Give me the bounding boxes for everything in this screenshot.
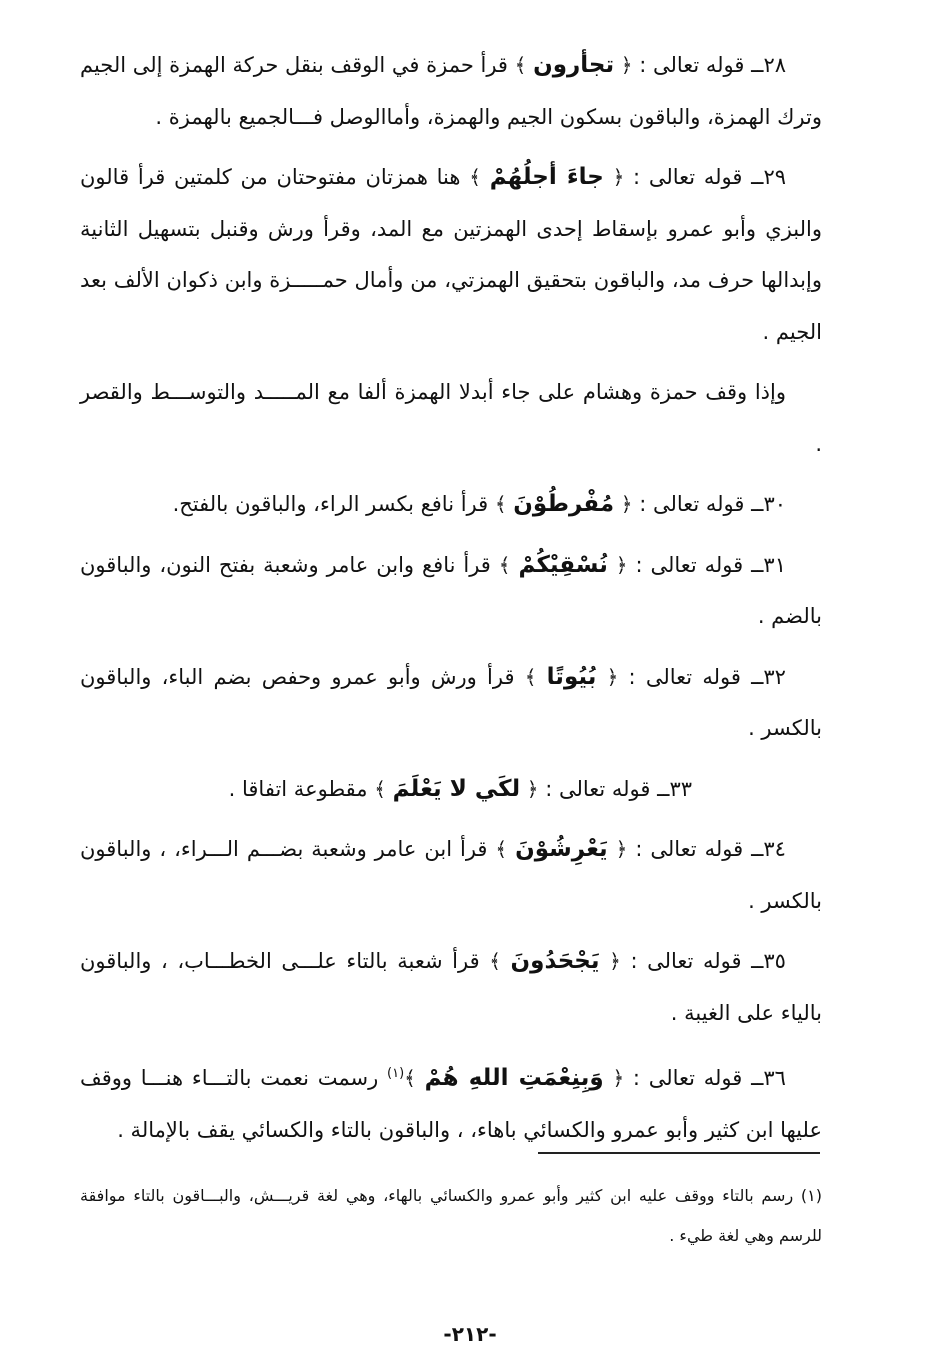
- quran-word: نُسْقِيْكُمْ: [518, 551, 608, 578]
- ornate-bracket-close: ﴾: [495, 837, 508, 861]
- item-number: ٣٢ــ قوله تعالى :: [628, 664, 786, 689]
- item-number: ٣١ــ قوله تعالى :: [635, 552, 786, 577]
- paragraph-text: هنا همزتان مفتوحتان من كلمتين قرأ قالون والبزي وأبو عمرو بإسقاط إحدى الهمزتين مع المد، وقرأ ورش وقنبل بتسهيل الثانية وإبدالها حرف مد، والباقون بتحقيق الهمزتي، من وأمال حمـــــزة وابن ذكوان الألف بعد الجيم .: [80, 165, 822, 344]
- quran-word: بُيُوتًا: [546, 663, 597, 690]
- item-number: ٣٠ــ قوله تعالى :: [639, 492, 786, 516]
- ornate-bracket-open: ﴿: [615, 837, 628, 861]
- paragraph-text: قرأ نافع وابن عامر وشعبة بفتح النون، والباقون بالضم .: [80, 552, 822, 628]
- paragraph-hamza-waqf: [80, 367, 822, 470]
- paragraph-31: [80, 540, 822, 643]
- item-number: ٣٥ــ قوله تعالى :: [630, 949, 786, 973]
- item-number: ٢٨ــ قوله تعالى :: [639, 53, 786, 77]
- ornate-bracket-open: ﴿: [612, 1066, 625, 1090]
- paragraph-29: [80, 152, 822, 358]
- paragraph-32: [80, 652, 822, 755]
- ornate-bracket-close: ﴾: [498, 552, 511, 577]
- paragraph-33: [80, 764, 822, 816]
- item-number: ٣٣ــ قوله تعالى :: [545, 776, 692, 801]
- paragraph-text: قرأ نافع بكسر الراء، والباقون بالفتح.: [172, 492, 489, 516]
- paragraph-35: [80, 936, 822, 1039]
- paragraph-text: رسمت نعمت بالتـــاء هنـــا ووقف عليها ابن كثير وأبو عمرو والكسائي باهاء، ، والباقون بالتاء والكسائي يقف بالإمالة .: [80, 1066, 822, 1142]
- paragraph-text: مقطوعة اتفاقا .: [228, 776, 368, 801]
- ornate-bracket-close: ﴾: [404, 1066, 416, 1090]
- quran-word: تجأرون: [533, 52, 615, 78]
- paragraph-30: [80, 479, 822, 531]
- paragraph-text: قرأ ابن عامر وشعبة بضـــم الـــراء، ، والباقون بالكسر .: [80, 837, 822, 913]
- quran-word: لكَي لا يَعْلَمَ: [392, 775, 521, 802]
- paragraph-text: قرأ شعبة بالتاء علـــى الخطـــاب، ، والباقون بالياء على الغيبة .: [80, 949, 822, 1025]
- item-number: ٣٤ــ قوله تعالى :: [635, 837, 786, 861]
- ornate-bracket-close: ﴾: [524, 664, 537, 689]
- paragraph-28: [80, 40, 822, 143]
- paragraph-text: قرأ حمزة في الوقف بنقل حركة الهمزة إلى الجيم وترك الهمزة، والباقون بسكون الجيم والهمزة، وأماالوصل فـــالجميع بالهمزة .: [79, 53, 822, 129]
- ornate-bracket-close: ﴾: [494, 492, 507, 516]
- quran-word: وَبِنِعْمَتِ اللهِ هُمْ: [424, 1065, 604, 1091]
- quran-word: يَجْحَدُونَ: [510, 948, 600, 974]
- ornate-bracket-open: ﴿: [526, 776, 539, 801]
- paragraph-34: [80, 824, 822, 927]
- quran-word: مُفْرطُوْنَ: [513, 491, 615, 517]
- footnote-marker[interactable]: (١): [387, 1066, 405, 1081]
- ornate-bracket-open: ﴿: [615, 552, 628, 577]
- ornate-bracket-open: ﴿: [620, 492, 633, 516]
- item-number: ٢٩ــ قوله تعالى :: [633, 165, 787, 189]
- ornate-bracket-open: ﴿: [609, 949, 621, 973]
- quran-word: يَعْرِشُوْنَ: [515, 836, 608, 862]
- ornate-bracket-close: ﴾: [514, 53, 527, 77]
- item-number: ٣٦ــ قوله تعالى :: [632, 1066, 786, 1090]
- ornate-bracket-open: ﴿: [606, 664, 619, 689]
- ornate-bracket-close: ﴾: [374, 776, 386, 801]
- paragraph-text: قرأ ورش وأبو عمرو وحفص بضم الباء، والباقون بالكسر .: [80, 664, 822, 740]
- ornate-bracket-open: ﴿: [620, 53, 633, 77]
- quran-word: جاءَ أجلُهُمْ: [489, 164, 604, 190]
- ornate-bracket-close: ﴾: [489, 949, 501, 973]
- ornate-bracket-open: ﴿: [612, 165, 625, 189]
- footnote: (١) رسم بالتاء ووقف عليه ابن كثير وأبو عمرو والكسائي بالهاء، وهي لغة قريـــش، والبـــاقون بالتاء موافقة للرسم وهي لغة طيء .: [80, 1186, 822, 1245]
- paragraph-36: [80, 1048, 822, 1156]
- main-text: [80, 40, 822, 1165]
- ornate-bracket-close: ﴾: [469, 165, 481, 189]
- paragraph-text: وإذا وقف حمزة وهشام على جاء أبدلا الهمزة ألفا مع المـــــد والتوســـط والقصر .: [80, 380, 822, 456]
- page-number: -٢١٢-: [443, 1322, 497, 1346]
- footnote-divider: [538, 1152, 820, 1154]
